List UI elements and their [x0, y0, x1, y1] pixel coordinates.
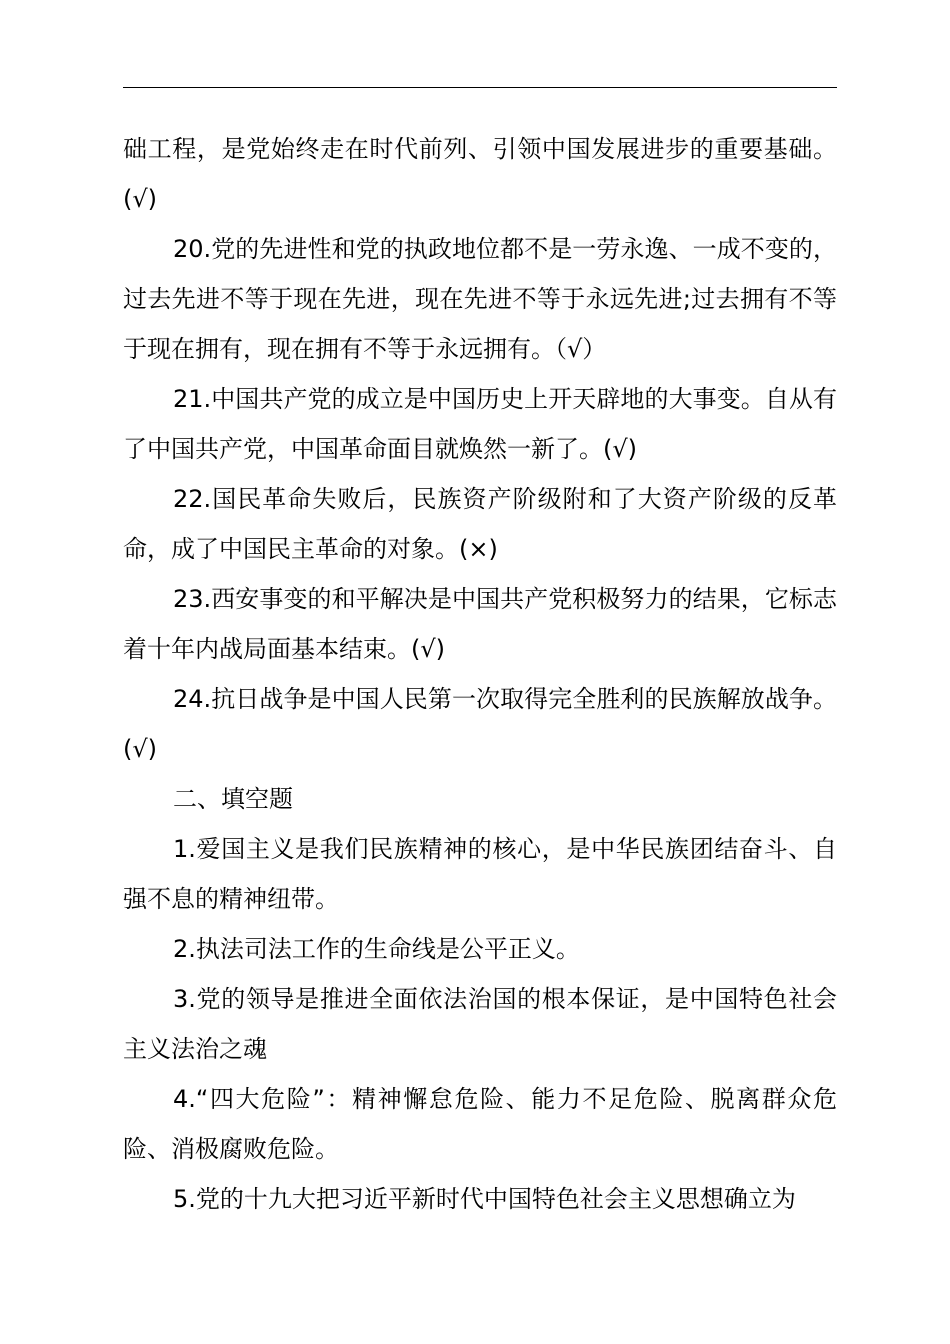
paragraph: 3.党的领导是推进全面依法治国的根本保证，是中国特色社会主义法治之魂 — [123, 985, 837, 1063]
paragraph: 24.抗日战争是中国人民第一次取得完全胜利的民族解放战争。(√) — [123, 685, 837, 763]
paragraph: 2.执法司法工作的生命线是公平正义。 — [173, 935, 580, 963]
header-rule — [123, 87, 837, 88]
paragraph: 4.“四大危险”：精神懈怠危险、能力不足危险、脱离群众危险、消极腐败危险。 — [123, 1085, 837, 1163]
paragraph: 础工程，是党始终走在时代前列、引领中国发展进步的重要基础。(√) — [123, 135, 837, 213]
paragraph: 1.爱国主义是我们民族精神的核心，是中华民族团结奋斗、自强不息的精神纽带。 — [123, 835, 837, 913]
paragraph: 23.西安事变的和平解决是中国共产党积极努力的结果，它标志着十年内战局面基本结束。(√) — [123, 585, 837, 663]
paragraph: 21.中国共产党的成立是中国历史上开天辟地的大事变。自从有了中国共产党，中国革命面目就焕然一新了。(√) — [123, 385, 837, 463]
section-heading: 二、填空题 — [173, 785, 293, 813]
paragraph: 20.党的先进性和党的执政地位都不是一劳永逸、一成不变的，过去先进不等于现在先进，现在先进不等于永远先进;过去拥有不等于现在拥有，现在拥有不等于永远拥有。（√） — [123, 235, 837, 363]
paragraph: 22.国民革命失败后，民族资产阶级附和了大资产阶级的反革命，成了中国民主革命的对象。(×) — [123, 485, 837, 563]
paragraph: 5.党的十九大把习近平新时代中国特色社会主义思想确立为 — [173, 1185, 796, 1213]
document-body — [123, 124, 837, 1224]
